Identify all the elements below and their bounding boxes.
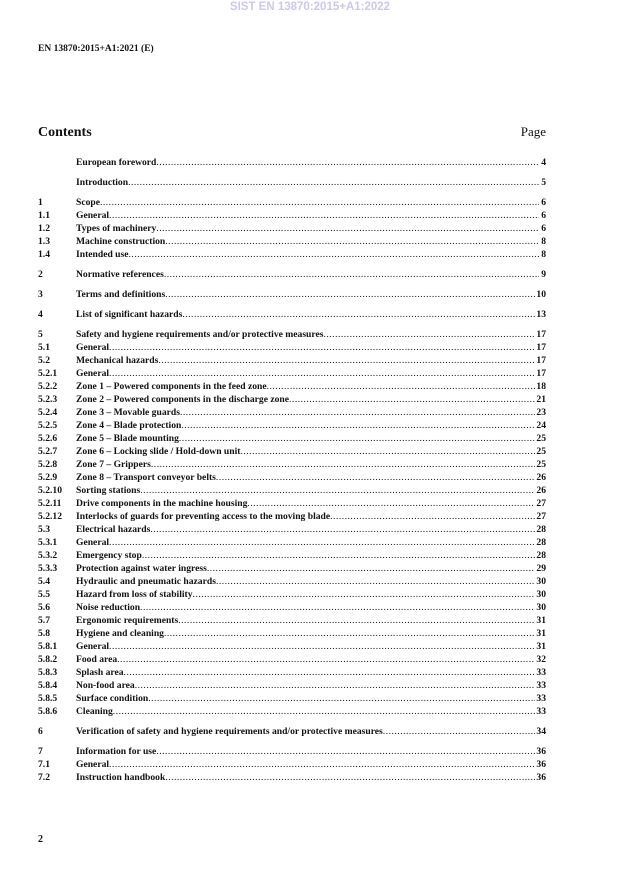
toc-dot-leader (156, 745, 535, 758)
toc-entry-page: 6 (541, 210, 546, 221)
toc-entry-title: Types of machinery (76, 223, 157, 234)
toc-entry-title: General (76, 342, 110, 353)
toc-entry-page: 27 (536, 511, 546, 522)
toc-entry[interactable] (38, 725, 546, 738)
toc-entry-title: Hygiene and cleaning (76, 628, 164, 639)
toc-entry-title: Zone 7 – Grippers (76, 459, 151, 470)
toc-dot-leader (181, 419, 535, 432)
toc-entry[interactable] (38, 445, 546, 458)
toc-entry[interactable] (38, 601, 546, 614)
toc-dot-leader (240, 445, 535, 458)
toc-dot-leader (158, 354, 535, 367)
toc-dot-leader (165, 288, 535, 301)
toc-dot-leader (140, 484, 535, 497)
toc-entry-number: 5.8.3 (38, 667, 58, 678)
toc-entry-page: 33 (536, 680, 546, 691)
toc-entry-number: 1.2 (38, 223, 50, 234)
toc-entry-title: Intended use (76, 249, 129, 260)
toc-entry-number: 4 (38, 309, 43, 320)
toc-entry-title: Interlocks of guards for preventing access to the moving blade (76, 511, 331, 522)
toc-dot-leader (156, 156, 539, 169)
toc-dot-leader (100, 196, 539, 209)
toc-entry-number: 2 (38, 269, 43, 280)
toc-entry-page: 33 (536, 706, 546, 717)
toc-entry-page: 28 (536, 537, 546, 548)
toc-entry[interactable] (38, 627, 546, 640)
toc-dot-leader (135, 679, 536, 692)
toc-entry-number: 5.8.1 (38, 641, 58, 652)
toc-entry[interactable] (38, 562, 546, 575)
toc-entry-title: Drive components in the machine housing (76, 498, 248, 509)
toc-entry[interactable] (38, 222, 546, 235)
toc-entry[interactable] (38, 176, 546, 189)
toc-entry-title: Zone 5 – Blade mounting (76, 433, 179, 444)
toc-entry-title: Hazard from loss of stability (76, 589, 193, 600)
toc-dot-leader (151, 458, 536, 471)
toc-entry-title: Instruction handbook (76, 772, 166, 783)
toc-entry-page: 33 (536, 667, 546, 678)
toc-entry-page: 25 (536, 446, 546, 457)
toc-entry[interactable] (38, 692, 546, 705)
toc-entry[interactable] (38, 156, 546, 169)
toc-entry-number: 3 (38, 289, 43, 300)
page-column-label: Page (520, 124, 546, 139)
toc-entry-number: 5.2.12 (38, 511, 62, 522)
toc-entry-page: 6 (541, 197, 546, 208)
toc-entry-page: 17 (536, 329, 546, 340)
toc-dot-leader (182, 308, 535, 321)
toc-entry-page: 32 (536, 654, 546, 665)
toc-entry-title: List of significant hazards (76, 309, 183, 320)
toc-entry-page: 17 (536, 368, 546, 379)
toc-entry-page: 5 (541, 177, 546, 188)
toc-entry-title: Introduction (76, 177, 129, 188)
toc-entry-number (38, 176, 76, 189)
toc-entry-page: 36 (536, 759, 546, 770)
contents-title: Contents (38, 125, 92, 140)
toc-entry-number: 5.3.3 (38, 563, 58, 574)
toc-entry-page: 4 (541, 157, 546, 168)
toc-entry[interactable] (38, 196, 546, 209)
toc-entry-page: 17 (536, 355, 546, 366)
toc-entry-page: 29 (536, 563, 546, 574)
toc-entry-title: Zone 3 – Movable guards (76, 407, 180, 418)
toc-entry-number: 6 (38, 726, 43, 737)
toc-entry-page: 13 (536, 309, 546, 320)
toc-entry-number: 5.2.8 (38, 459, 58, 470)
toc-entry-number: 5.8.5 (38, 693, 58, 704)
toc-dot-leader (156, 222, 539, 235)
toc-entry[interactable] (38, 758, 546, 771)
toc-entry-title: Zone 6 – Locking slide / Hold-down unit (76, 446, 241, 457)
toc-entry-number: 5.2.1 (38, 368, 58, 379)
toc-dot-leader (165, 771, 535, 784)
toc-entry-number: 5.2.10 (38, 485, 62, 496)
toc-dot-leader (150, 523, 535, 536)
toc-dot-leader (165, 235, 539, 248)
table-of-contents (38, 156, 546, 784)
toc-dot-leader (178, 614, 535, 627)
toc-dot-leader (179, 432, 536, 445)
toc-entry[interactable] (38, 248, 546, 261)
toc-entry-title: Scope (76, 197, 100, 208)
toc-dot-leader (109, 640, 535, 653)
toc-entry-title: European foreword (76, 157, 157, 168)
toc-entry[interactable] (38, 393, 546, 406)
toc-entry-number: 5.2.3 (38, 394, 58, 405)
toc-entry-title: Splash area (76, 667, 124, 678)
toc-entry-title: Ergonomic requirements (76, 615, 179, 626)
toc-entry[interactable] (38, 328, 546, 341)
toc-entry-page: 33 (536, 693, 546, 704)
toc-entry-page: 31 (536, 615, 546, 626)
toc-entry-number: 1.1 (38, 210, 50, 221)
toc-entry[interactable] (38, 341, 546, 354)
toc-entry-page: 8 (541, 236, 546, 247)
toc-entry-number: 5.3.1 (38, 537, 58, 548)
toc-entry-number: 5.3.2 (38, 550, 58, 561)
toc-entry-page: 8 (541, 249, 546, 260)
toc-dot-leader (164, 627, 535, 640)
toc-dot-leader (207, 562, 536, 575)
toc-dot-leader (128, 176, 539, 189)
toc-dot-leader (383, 725, 536, 738)
toc-entry-title: Noise reduction (76, 602, 141, 613)
toc-entry-page: 9 (541, 269, 546, 280)
toc-dot-leader (330, 510, 535, 523)
toc-entry-page: 26 (536, 472, 546, 483)
toc-entry-title: Mechanical hazards (76, 355, 159, 366)
toc-dot-leader (216, 471, 535, 484)
toc-entry-number: 5.3 (38, 524, 50, 535)
toc-entry[interactable] (38, 510, 546, 523)
toc-entry[interactable] (38, 523, 546, 536)
toc-entry-title: Normative references (76, 269, 164, 280)
toc-entry-page: 30 (536, 602, 546, 613)
toc-entry[interactable] (38, 308, 546, 321)
toc-entry-number: 5.6 (38, 602, 50, 613)
toc-entry-title: General (76, 210, 110, 221)
document-id: EN 13870:2015+A1:2021 (E) (38, 44, 154, 54)
toc-entry[interactable] (38, 354, 546, 367)
toc-dot-leader (109, 758, 535, 771)
toc-entry-title: Food area (76, 654, 118, 665)
toc-entry[interactable] (38, 705, 546, 718)
toc-dot-leader (323, 328, 535, 341)
toc-entry-page: 21 (536, 394, 546, 405)
toc-entry-title: Terms and definitions (76, 289, 166, 300)
toc-dot-leader (247, 497, 535, 510)
toc-entry-page: 25 (536, 459, 546, 470)
toc-entry-title: Zone 8 – Transport conveyor belts (76, 472, 216, 483)
toc-entry-title: General (76, 537, 110, 548)
toc-entry-number: 7.1 (38, 759, 50, 770)
toc-entry[interactable] (38, 419, 546, 432)
toc-entry-title: Zone 4 – Blade protection (76, 420, 182, 431)
toc-entry-title: Zone 1 – Powered components in the feed zone (76, 381, 267, 392)
toc-entry[interactable] (38, 745, 546, 758)
toc-entry-page: 26 (536, 485, 546, 496)
toc-entry[interactable] (38, 367, 546, 380)
toc-entry-number: 5.8 (38, 628, 50, 639)
toc-entry[interactable] (38, 614, 546, 627)
toc-entry-number: 5.4 (38, 576, 50, 587)
toc-dot-leader (109, 341, 535, 354)
toc-entry-page: 23 (536, 407, 546, 418)
toc-entry-number (38, 156, 76, 169)
toc-entry-title: Safety and hygiene requirements and/or protective measures (76, 329, 324, 340)
toc-entry-number: 7 (38, 746, 43, 757)
toc-entry-number: 5.2.7 (38, 446, 58, 457)
toc-entry-page: 28 (536, 550, 546, 561)
toc-entry[interactable] (38, 497, 546, 510)
toc-dot-leader (267, 380, 536, 393)
toc-entry-number: 5.8.4 (38, 680, 58, 691)
toc-entry[interactable] (38, 588, 546, 601)
toc-entry-page: 34 (536, 726, 546, 737)
toc-entry-page: 24 (536, 420, 546, 431)
toc-dot-leader (289, 393, 535, 406)
toc-dot-leader (113, 705, 536, 718)
toc-entry-title: Surface condition (76, 693, 149, 704)
toc-entry-title: Electrical hazards (76, 524, 151, 535)
toc-entry-number: 5.2.5 (38, 420, 58, 431)
toc-entry-title: General (76, 641, 110, 652)
toc-entry[interactable] (38, 679, 546, 692)
toc-entry-page: 10 (536, 289, 546, 300)
toc-entry[interactable] (38, 432, 546, 445)
toc-entry-number: 5.7 (38, 615, 50, 626)
toc-entry[interactable] (38, 471, 546, 484)
toc-entry-page: 30 (536, 589, 546, 600)
toc-entry-title: General (76, 368, 110, 379)
toc-entry-page: 31 (536, 628, 546, 639)
toc-entry-number: 5.1 (38, 342, 50, 353)
toc-dot-leader (216, 575, 535, 588)
toc-dot-leader (109, 209, 539, 222)
toc-entry-title: Emergency stop (76, 550, 142, 561)
toc-entry-page: 31 (536, 641, 546, 652)
toc-entry[interactable] (38, 484, 546, 497)
toc-entry[interactable] (38, 406, 546, 419)
toc-entry[interactable] (38, 288, 546, 301)
contents-header (38, 124, 546, 141)
toc-dot-leader (140, 601, 535, 614)
toc-dot-leader (109, 536, 535, 549)
toc-entry[interactable] (38, 235, 546, 248)
toc-entry-number: 5 (38, 329, 43, 340)
toc-entry-title: Sorting stations (76, 485, 141, 496)
toc-entry-number: 1.3 (38, 236, 50, 247)
toc-entry[interactable] (38, 458, 546, 471)
toc-entry-page: 27 (536, 498, 546, 509)
toc-dot-leader (142, 549, 536, 562)
toc-entry-title: Non-food area (76, 680, 135, 691)
toc-entry-title: Machine construction (76, 236, 166, 247)
toc-entry[interactable] (38, 666, 546, 679)
toc-dot-leader (180, 406, 535, 419)
toc-dot-leader (124, 666, 536, 679)
toc-entry-number: 5.2 (38, 355, 50, 366)
toc-entry-title: Zone 2 – Powered components in the discharge zone (76, 394, 290, 405)
toc-entry-number: 5.2.2 (38, 381, 58, 392)
toc-entry-number: 5.2.4 (38, 407, 58, 418)
toc-entry-number: 5.8.6 (38, 706, 58, 717)
toc-dot-leader (148, 692, 535, 705)
toc-entry-page: 28 (536, 524, 546, 535)
toc-entry[interactable] (38, 380, 546, 393)
toc-entry-number: 7.2 (38, 772, 50, 783)
toc-dot-leader (129, 248, 539, 261)
toc-entry-number: 1.4 (38, 249, 50, 260)
watermark: SIST EN 13870:2015+A1:2022 (229, 1, 391, 13)
toc-entry[interactable] (38, 268, 546, 281)
toc-entry-page: 36 (536, 772, 546, 783)
toc-dot-leader (109, 367, 535, 380)
toc-entry-number: 5.2.9 (38, 472, 58, 483)
toc-entry-number: 5.5 (38, 589, 50, 600)
toc-dot-leader (193, 588, 536, 601)
toc-entry-page: 17 (536, 342, 546, 353)
toc-dot-leader (117, 653, 535, 666)
toc-entry-title: Cleaning (76, 706, 113, 717)
toc-entry-title: Protection against water ingress (76, 563, 207, 574)
toc-entry-page: 18 (536, 381, 546, 392)
toc-entry-number: 5.2.11 (38, 498, 62, 509)
page-number: 2 (38, 834, 43, 845)
toc-entry-title: Information for use (76, 746, 157, 757)
toc-entry-page: 25 (536, 433, 546, 444)
toc-entry[interactable] (38, 209, 546, 222)
toc-entry-title: Verification of safety and hygiene requirements and/or protective measures (76, 726, 383, 737)
toc-entry-number: 5.2.6 (38, 433, 58, 444)
toc-entry-number: 5.8.2 (38, 654, 58, 665)
toc-entry[interactable] (38, 653, 546, 666)
toc-entry[interactable] (38, 549, 546, 562)
toc-entry-page: 36 (536, 746, 546, 757)
toc-entry[interactable] (38, 771, 546, 784)
toc-entry-page: 30 (536, 576, 546, 587)
toc-dot-leader (164, 268, 539, 281)
toc-entry-title: General (76, 759, 110, 770)
toc-entry[interactable] (38, 536, 546, 549)
toc-entry-page: 6 (541, 223, 546, 234)
toc-entry-number: 1 (38, 197, 43, 208)
toc-entry[interactable] (38, 575, 546, 588)
toc-entry-title: Hydraulic and pneumatic hazards (76, 576, 216, 587)
toc-entry[interactable] (38, 640, 546, 653)
